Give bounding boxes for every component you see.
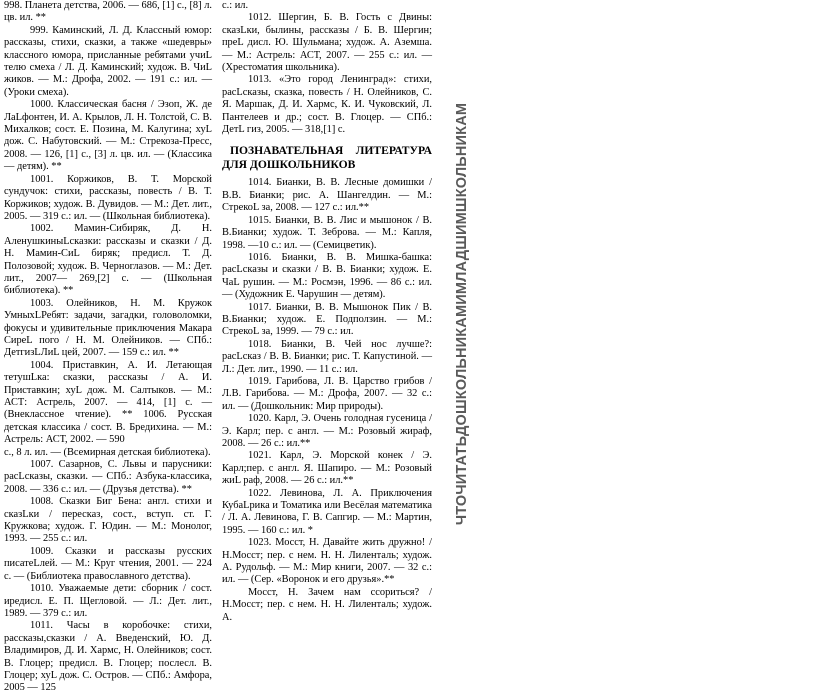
bibliography-entry-1012: 1012. Шергин, Б. В. Гость с Двины: сказLки, былины, рассказы / Б. В. Шергин; преL дисл. Ю. Шульмана; худож. А. Аземша. — М.: Астрель: АСТ, 2007. — 255 с.: ил. — (Хрестоматия школьника).	[222, 12, 432, 74]
left-column	[4, 0, 212, 695]
bibliography-entry-1014: 1014. Бианки, В. В. Лесные домишки / В.В. Бианки; рис. А. Шангелдин. — М.: СтрекоL за, 2008. — 127 с.: ил.**	[222, 177, 432, 214]
bibliography-entry-1019: 1019. Гарибова, Л. В. Царство грибов / Л.В. Гарибова. — М.: Дрофа, 2007. — 32 с.: ил. — (Дошкольник: Мир природы).	[222, 375, 432, 412]
bibliography-entry-1015: 1015. Бианки, В. В. Лис и мышонок / В. В.Бианки; худож. Т. Зеброва. — М.: Капля, 1998. —10 с.: ил. — (Семицветик).	[222, 214, 432, 251]
right-column-entries-bottom	[222, 177, 432, 624]
bibliography-entry-1007: 1007. Сазарнов, С. Львы и парусники: расLсказы, сказки. — СПб.: Азбука-классика, 2008. — 336 с.: ил. — (Друзья детства). **	[4, 459, 212, 495]
bibliography-entry-1010: 1010. Уважаемые дети: сборник / сост. иредисл. Е. П. Щегловой. — Л.: Дет. лит., 1989. — 379 с.: ил.	[4, 583, 212, 619]
right-column-entries-top	[222, 0, 432, 136]
bibliography-entry-1018: 1018. Бианки, В. Чей нос лучше?: расLсказ / В. В. Бианки; рис. Т. Капустиной. — Л.: Дет. лит., 1990. — 11 с.: ил.	[222, 338, 432, 375]
section-heading: ПОЗНАВАТЕЛЬНАЯ ЛИТЕРАТУРА ДЛЯ ДОШКОЛЬНИКОВ	[222, 144, 432, 171]
bibliography-entry-1002: 1002. Мамин-Сибиряк, Д. Н. АленушкиныLсказки: рассказы и сказки / Д. Н. Мамин-СиL биряк; предисл. Т. Д. Полозовой; худож. В. Черноглазов. — М.: Дет. лит., 2007— 269,[2] с. — (Школьная библиотека). **	[4, 223, 212, 297]
vertical-banner	[450, 0, 474, 627]
bibliography-entry-1020: 1020. Карл, Э. Очень голодная гусеница /Э. Карл; пер. с англ. — М.: Розовый жираф, 2008. — 26 с.: ил.**	[222, 413, 432, 449]
bibliography-entry-1016: 1016. Бианки, В. В. Мишка-башка: расLсказы и сказки / В. В. Бианки; худож. Е. ЧаL рушин. — М.: Росмэн, 1996. — 86 с.: ил. — (Художник Е. Чарушин — детям).	[222, 251, 432, 301]
bibliography-entry-999: 999. Каминский, Л. Д. Классный юмор: рассказы, стихи, сказки, а также «шедевры» классного юмора, присланные ребятами учиL телю смеха / Л. Д. Каминский; худож. В. ЧиL жиков. — М.: Дрофа, 2002. — 191 с.: ил. — (Уроки смеха).	[4, 24, 212, 98]
bibliography-entry-1009: 1009. Сказки и рассказы русских писатеLлей. — М.: Круг чтения, 2001. — 224 с. — (Библиотека православного детства).	[4, 545, 212, 582]
vertical-banner-text: ЧТОЧИТАТЬДОШКОЛЬНИКАМИМЛАДШИМШКОЛЬНИКАМ	[454, 102, 470, 525]
bibliography-entry-1001: 1001. Коржиков, В. Т. Морской сундучок: стихи, рассказы, повесть / В. Т. Коржиков; худож. В. Дувидов. — М.: Дет. лит., 2005. — 319 с.: ил. — (Школьная библиотека).	[4, 173, 212, 222]
bibliography-entry-1011b: с.: ил.	[222, 0, 249, 11]
bibliography-entry-1011: 1011. Часы в коробочке: стихи, рассказы,сказки / А. Введенский, Ю. Д. Владимиров, Д. И. Хармс, Н. Олейников; сост. В. Глоцер; предисл. В. Глоцер; послесл. В. Глоцер; хуL дож. С. Остров. — СПб.: Амфора, 2005 — 125	[4, 620, 212, 694]
bibliography-entry-1022: 1022. Левинова, Л. А. Приключения КубаLрика и Томатика или Весёлая математика / Л. А. Левинова, Г. В. Сапгир. — М.: Мартин, 1995. — 160 с.: ил. *	[222, 487, 432, 536]
bibliography-entry-1017: 1017. Бианки, В. В. Мышонок Пик / В. В.Бианки; худож. Е. Подползин. — М.: СтрекоL за, 1999. — 79 с.: ил.	[222, 301, 432, 338]
bibliography-entry-1000: 1000. Классическая басня / Эзоп, Ж. де ЛаLфонтен, И. А. Крылов, Л. Н. Толстой, С. В. Михалков; сост. Е. Позина, М. Калугина; хуL дож. С. Набутовский. — М.: Стрекоза-Пресс, 2008. — 126, [1] с., [3] л. цв. ил. — (Классика — детям). **	[4, 99, 212, 173]
bibliography-entry-998: 998. Планета детства, 2006. — 686, [1] с., [8] л. цв. ил. **	[4, 0, 212, 24]
right-column	[222, 0, 432, 624]
bibliography-entry-1021: 1021. Карл, Э. Морской конек / Э. Карл;пер. с англ. Я. Шапиро. — М.: Розовый жиL раф, 2008. — 26 с.: ил.**	[222, 450, 432, 487]
bibliography-entry-1013: 1013. «Это город Ленинград»: стихи, расLсказы, сказка, повесть / Н. Олейников, С. Я. Маршак, Д. И. Хармс, К. И. Чуковский, Л. Пантелеев и др.; сост. В. Глоцер. — СПб.: ДетL гиз, 2005. — 318,[1] с.	[222, 74, 432, 136]
bibliography-entry-1023b: Мосст, Н. Зачем нам ссориться? / Н.Мосст; пер. с нем. Н. Н. Лиленталь; худож. А.	[222, 586, 432, 623]
bibliography-entry-1008: 1008. Сказки Биг Бена: англ. стихи и сказLки / пересказ, сост., вступ. ст. Г. Кружкова; худож. Г. Юдин. — М.: Монолог, 1993. — 255 с.: ил.	[4, 496, 212, 545]
bibliography-entry-1003: 1003. Олейников, Н. М. Кружок УмныхLРебят: задачи, загадки, головоломки, фокусы и удивительные приключения Макара СиреL пого / Н. М. Олейников. — СПб.: ДетгизLЛиL цей, 2007. — 159 с.: ил. **	[4, 297, 212, 359]
bibliography-entry-1004: 1004. Приставкин, А. И. Летающая тетушLка: сказки, рассказы / А. И. Приставкин; хуL дож. М. Салтыков. — М.: АСТ: Астрель, 2007. — 414, [1] с. — (Внеклассное чтение). ** 1006. Русская детская классика / сост. В. Бредихина. — М.: Астрель: АСТ, 2002. — 590	[4, 359, 212, 446]
bibliography-entry-1023: 1023. Мосст, Н. Давайте жить дружно! / Н.Мосст; пер. с нем. Н. Н. Лиленталь; худож. А. Рудольф. — М.: Мир книги, 2007. — 32 с.: ил. — (Сер. «Воронок и его друзья».**	[222, 537, 432, 586]
bibliography-entry-1004b: с., 8 л. ил. — (Всемирная детская библиотека).	[4, 446, 211, 458]
